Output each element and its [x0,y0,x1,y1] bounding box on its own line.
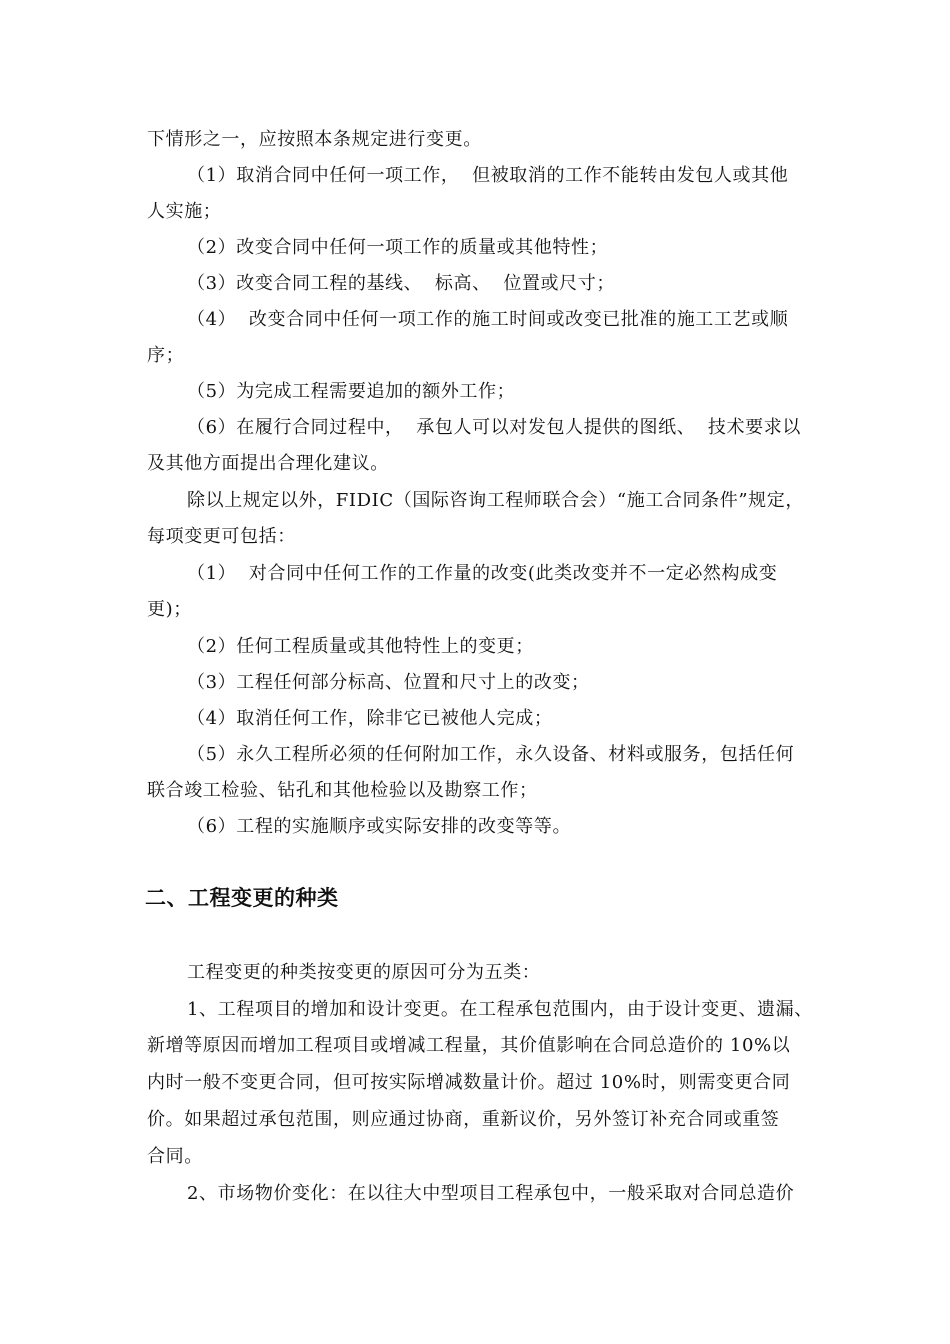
text-line: 序； [147,345,185,366]
text-line: （5）为完成工程需要追加的额外工作； [187,381,516,402]
text-line: （4）取消任何工作，除非它已被他人完成； [187,708,553,729]
text-line: （3）工程任何部分标高、位置和尺寸上的改变； [187,672,590,693]
text-line: 每项变更可包括： [147,526,296,547]
text-line: 人实施； [147,201,222,222]
text-line: 2、市场物价变化：在以往大中型项目工程承包中，一般采取对合同总造价 [187,1183,795,1204]
text-line: 下情形之一，应按照本条规定进行变更。 [147,129,482,150]
text-line: （5）永久工程所必须的任何附加工作，永久设备、材料或服务，包括任何 [187,744,795,765]
text-line: （1） 对合同中任何工作的工作量的改变(此类改变并不一定必然构成变 [187,563,778,584]
text-line: 价。如果超过承包范围，则应通过协商，重新议价，另外签订补充合同或重签 [147,1109,780,1130]
text-line: 更)； [147,599,192,620]
text-line: 新增等原因而增加工程项目或增减工程量，其价值影响在合同总造价的 10%以 [147,1035,791,1056]
text-line: （3）改变合同工程的基线、 标高、 位置或尺寸； [187,273,615,294]
text-line: （4） 改变合同中任何一项工作的施工时间或改变已批准的施工工艺或顺 [187,309,789,330]
text-line: 工程变更的种类按变更的原因可分为五类： [187,962,541,983]
text-line: （1）取消合同中任何一项工作， 但被取消的工作不能转由发包人或其他 [187,165,789,186]
text-line: （6）在履行合同过程中， 承包人可以对发包人提供的图纸、 技术要求以 [187,417,801,438]
text-line: （2）改变合同中任何一项工作的质量或其他特性； [187,237,609,258]
section-heading: 二、工程变更的种类 [145,886,339,910]
text-line: 内时一般不变更合同，但可按实际增减数量计价。超过 10%时，则需变更合同 [147,1072,791,1093]
text-line: 合同。 [147,1146,203,1167]
text-line: 联合竣工检验、钻孔和其他检验以及勘察工作； [147,780,538,801]
text-line: （6）工程的实施顺序或实际安排的改变等等。 [187,816,572,837]
text-line: 1、工程项目的增加和设计变更。在工程承包范围内，由于设计变更、遗漏、 [187,999,813,1020]
text-line: 除以上规定以外，FIDIC（国际咨询工程师联合会）“施工合同条件”规定， [187,490,804,511]
text-line: （2）任何工程质量或其他特性上的变更； [187,636,534,657]
text-line: 及其他方面提出合理化建议。 [147,453,389,474]
